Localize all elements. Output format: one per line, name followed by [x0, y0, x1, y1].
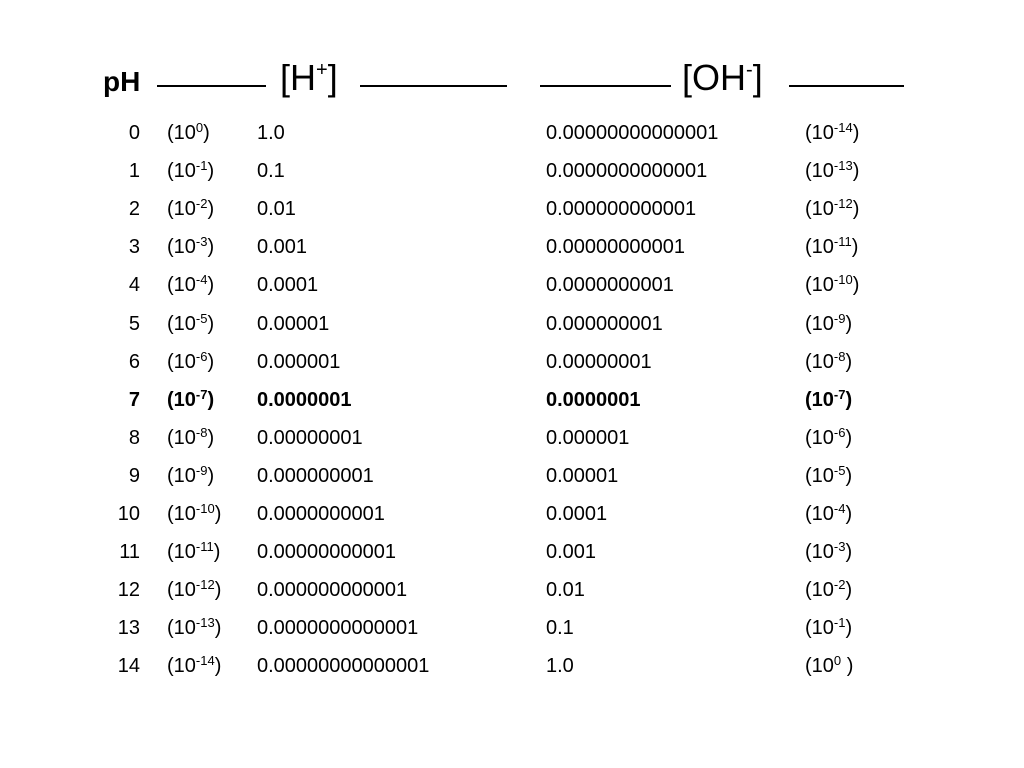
- h-ion-close: ]: [327, 57, 338, 98]
- h-concentration: [257, 349, 340, 375]
- h-power-of-ten: $(10^{-8})$: [167, 424, 215, 449]
- ph-value: [102, 196, 140, 222]
- oh-exponent: 0: [833, 653, 842, 669]
- h-concentration-text: 0.00000000001: [257, 541, 397, 564]
- oh-concentration: [546, 425, 629, 451]
- table-row: [0, 234, 1024, 272]
- oh-concentration: [546, 463, 618, 489]
- h-concentration: [257, 425, 363, 451]
- oh-power-of-ten: $(10^{-3})$: [805, 539, 853, 564]
- h-concentration: [257, 653, 429, 679]
- oh-concentration-text: 0.00000000000001: [546, 122, 719, 144]
- oh-concentration-text: 0.0000000001: [546, 274, 674, 297]
- h-exponent: -8: [195, 424, 208, 440]
- oh-power-of-ten: $(10^{-7})$: [805, 386, 853, 411]
- oh-concentration: [546, 158, 707, 184]
- table-row: [0, 158, 1024, 196]
- h-exponent: -14: [195, 653, 215, 669]
- table-row: [0, 539, 1024, 577]
- oh-power-of-ten: $(10^{-5})$: [805, 462, 853, 487]
- h-power-of-ten: $(10^{-2})$: [167, 196, 215, 221]
- oh-concentration-text: 0.001: [546, 541, 597, 564]
- oh-concentration: [546, 120, 718, 146]
- oh-concentration-text: 0.000000001: [546, 312, 663, 335]
- table-row: [0, 577, 1024, 615]
- h-exponent: -1: [195, 158, 208, 174]
- h-concentration: [257, 463, 374, 489]
- oh-concentration-text: 0.0000001: [546, 388, 641, 411]
- oh-power-of-ten: $(10^{-1})$: [805, 615, 853, 640]
- table-row: [0, 425, 1024, 463]
- oh-concentration: [546, 387, 641, 413]
- oh-power-of-ten: $(10^{-8})$: [805, 348, 853, 373]
- oh-exponent: -4: [833, 501, 846, 516]
- h-exponent: -11: [195, 539, 214, 555]
- ph-number: 2: [128, 198, 140, 221]
- ph-column-title: pH: [103, 66, 141, 97]
- h-concentration-text: 0.00000000000001: [257, 655, 430, 678]
- table-row: [0, 196, 1024, 234]
- ph-number: 10: [117, 503, 140, 525]
- ph-number: 4: [128, 274, 140, 297]
- oh-exponent: -1: [833, 615, 846, 631]
- table-row: [0, 349, 1024, 387]
- oh-concentration: [546, 501, 607, 527]
- ph-number: 1: [128, 160, 140, 183]
- oh-power-of-ten: $(10^{-4})$: [805, 501, 853, 525]
- h-concentration-text: 0.000000001: [257, 464, 374, 487]
- oh-exponent: -13: [833, 158, 853, 174]
- oh-power-of-ten: $(10^{-6})$: [805, 424, 853, 449]
- oh-concentration: [546, 234, 685, 260]
- oh-power-of-ten: ($10^0$ ): [805, 653, 854, 678]
- oh-exponent: -2: [833, 577, 846, 593]
- ph-value: [102, 653, 140, 679]
- ph-number: 14: [117, 655, 140, 678]
- h-exponent: -5: [195, 310, 208, 326]
- oh-concentration: [546, 539, 596, 565]
- oh-concentration: [546, 615, 574, 641]
- ph-number: 5: [128, 312, 140, 335]
- ph-value: [102, 349, 140, 375]
- oh-concentration-text: 0.0001: [546, 503, 608, 525]
- ph-value: [102, 387, 140, 413]
- table-row: [0, 120, 1024, 158]
- h-power-of-ten: $(10^{-1})$: [167, 158, 215, 183]
- h-power-of-ten: $(10^0)$: [167, 120, 210, 144]
- h-power-of-ten: $(10^{-12})$: [167, 577, 222, 602]
- h-exponent: -6: [195, 348, 208, 364]
- h-concentration-text: 0.000000000001: [257, 579, 408, 602]
- h-concentration: [257, 311, 329, 337]
- ph-number: 11: [119, 541, 140, 564]
- h-exponent: -3: [195, 234, 208, 250]
- h-concentration-text: 0.0000000000001: [257, 617, 419, 640]
- h-concentration: [257, 120, 285, 146]
- oh-concentration-text: 0.000001: [546, 426, 630, 449]
- table-row: [0, 501, 1024, 539]
- h-ion-base: [H: [280, 57, 316, 98]
- ph-value: [102, 539, 140, 565]
- ph-value: [102, 311, 140, 337]
- h-power-of-ten: $(10^{-4})$: [167, 272, 215, 297]
- oh-exponent: -12: [833, 196, 853, 212]
- oh-exponent: -5: [833, 462, 846, 478]
- ph-value: [102, 158, 140, 184]
- oh-power-of-ten: $(10^{-14})$: [805, 120, 860, 144]
- h-concentration-text: 1.0: [257, 122, 285, 144]
- table-row: [0, 653, 1024, 691]
- h-exponent: -2: [195, 196, 208, 212]
- h-concentration: [257, 387, 352, 413]
- ph-value: [102, 425, 140, 451]
- h-concentration: [257, 577, 407, 603]
- h-power-of-ten: $(10^{-3})$: [167, 234, 215, 259]
- oh-exponent: -3: [833, 539, 846, 555]
- ph-value: [102, 272, 140, 298]
- ph-number: 9: [128, 464, 140, 487]
- h-concentration-text: 0.00001: [257, 312, 330, 335]
- oh-exponent: -10: [833, 272, 853, 288]
- table-row: [0, 463, 1024, 501]
- oh-exponent: -14: [833, 120, 853, 135]
- h-exponent: -12: [195, 577, 215, 593]
- oh-concentration: [546, 349, 652, 375]
- h-concentration: [257, 539, 396, 565]
- h-exponent: -13: [195, 615, 215, 631]
- h-power-of-ten: $(10^{-9})$: [167, 462, 215, 487]
- ph-value: [102, 577, 140, 603]
- oh-concentration-text: 0.01: [546, 579, 585, 602]
- oh-concentration: [546, 653, 574, 679]
- ph-number: 12: [117, 579, 140, 602]
- ph-value: [102, 615, 140, 641]
- oh-ion-base: [OH: [682, 57, 747, 98]
- h-concentration-text: 0.1: [257, 160, 285, 183]
- ph-value: [102, 120, 140, 146]
- h-power-of-ten: $(10^{-11})$: [167, 539, 221, 564]
- h-concentration: [257, 158, 285, 184]
- oh-power-of-ten: $(10^{-10})$: [805, 272, 860, 297]
- oh-ion-close: ]: [752, 57, 763, 98]
- oh-concentration: [546, 311, 663, 337]
- h-concentration-text: 0.0000000001: [257, 503, 385, 525]
- h-power-of-ten: $(10^{-6})$: [167, 348, 215, 373]
- h-exponent: -7: [195, 386, 208, 402]
- h-power-of-ten: $(10^{-14})$: [167, 653, 222, 678]
- h-concentration: [257, 234, 307, 260]
- oh-exponent: -6: [833, 424, 846, 440]
- h-ion-charge: +: [316, 59, 328, 81]
- h-exponent: -10: [195, 501, 215, 516]
- oh-exponent: -7: [833, 386, 846, 402]
- table-row: [0, 272, 1024, 310]
- h-concentration-text: 0.001: [257, 236, 308, 259]
- h-exponent: -4: [195, 272, 208, 288]
- oh-power-of-ten: $(10^{-9})$: [805, 310, 853, 335]
- h-concentration: [257, 196, 296, 222]
- h-concentration-text: 0.000001: [257, 350, 341, 373]
- h-power-of-ten: $(10^{-7})$: [167, 386, 215, 411]
- table-row: [0, 387, 1024, 425]
- oh-power-of-ten: $(10^{-13})$: [805, 158, 860, 183]
- oh-power-of-ten: $(10^{-11})$: [805, 234, 859, 259]
- oh-ion-charge: -: [746, 59, 753, 81]
- h-concentration: [257, 272, 318, 298]
- oh-power-of-ten: $(10^{-12})$: [805, 196, 860, 221]
- table-row: [0, 311, 1024, 349]
- oh-exponent: -9: [833, 310, 846, 326]
- oh-power-of-ten: $(10^{-2})$: [805, 577, 853, 602]
- oh-concentration-text: 0.00001: [546, 464, 619, 487]
- oh-concentration: [546, 577, 585, 603]
- h-concentration-text: 0.0000001: [257, 388, 352, 411]
- oh-concentration-text: 0.00000000001: [546, 236, 686, 259]
- oh-concentration-text: 0.0000000000001: [546, 160, 708, 183]
- h-exponent: -9: [195, 462, 208, 478]
- h-concentration-text: 0.00000001: [257, 426, 363, 449]
- oh-exponent: -11: [833, 234, 852, 250]
- oh-concentration-text: 1.0: [546, 655, 574, 678]
- h-power-of-ten: $(10^{-10})$: [167, 501, 222, 525]
- h-power-of-ten: $(10^{-13})$: [167, 615, 222, 640]
- ph-value: [102, 501, 140, 527]
- h-concentration: [257, 501, 385, 527]
- oh-concentration: [546, 272, 674, 298]
- oh-concentration: [546, 196, 696, 222]
- oh-concentration-text: 0.1: [546, 617, 574, 640]
- h-concentration-text: 0.0001: [257, 274, 319, 297]
- ph-number: 7: [128, 388, 140, 411]
- ph-number: 6: [128, 350, 140, 373]
- ph-number: 8: [128, 426, 140, 449]
- h-exponent: 0: [195, 120, 204, 135]
- ph-number: 0: [128, 122, 140, 144]
- ph-number: 13: [117, 617, 140, 640]
- oh-concentration-text: 0.00000001: [546, 350, 652, 373]
- oh-concentration-text: 0.000000000001: [546, 198, 697, 221]
- ph-value: [102, 234, 140, 260]
- h-concentration: [257, 615, 418, 641]
- ph-number: 3: [128, 236, 140, 259]
- ph-value: [102, 463, 140, 489]
- oh-exponent: -8: [833, 348, 846, 364]
- h-power-of-ten: $(10^{-5})$: [167, 310, 215, 335]
- h-concentration-text: 0.01: [257, 198, 296, 221]
- table-row: [0, 615, 1024, 653]
